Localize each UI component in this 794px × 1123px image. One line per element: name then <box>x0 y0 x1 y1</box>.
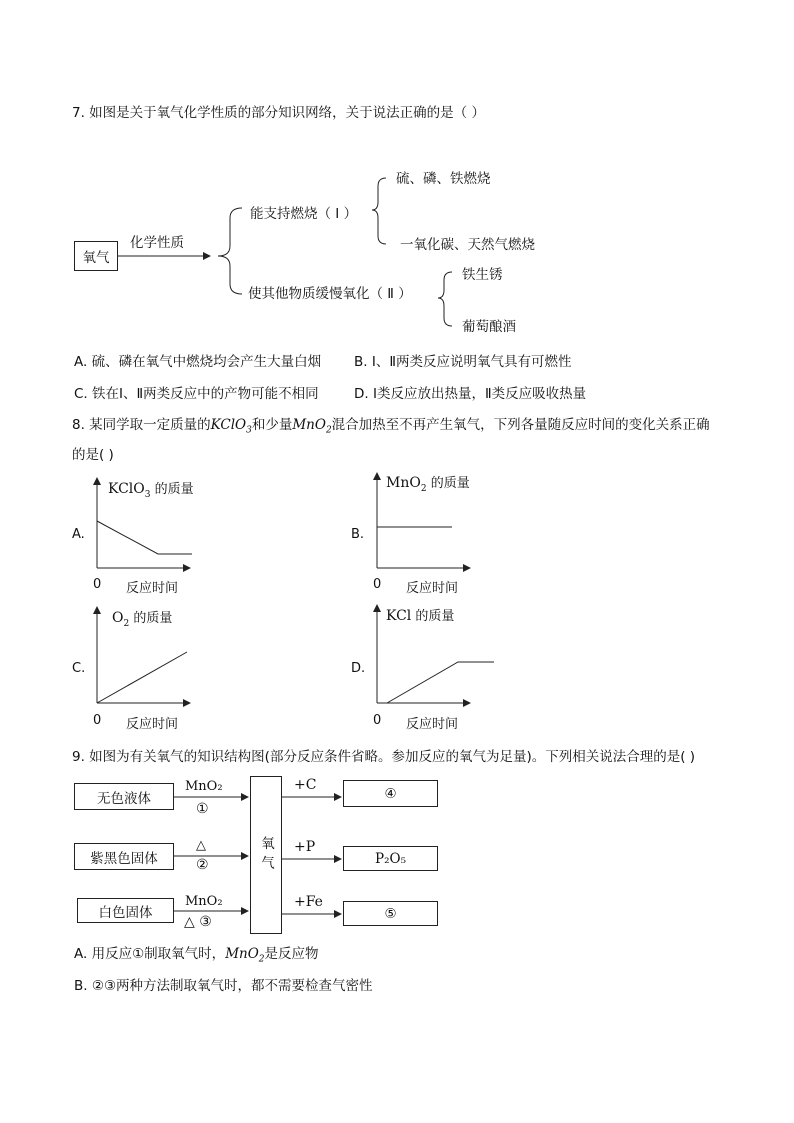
oxygen-label: 氧气 <box>82 250 110 266</box>
box-product-4-label: ④ <box>384 785 397 802</box>
box-product-5-label: ⑤ <box>384 905 397 922</box>
cond1-top: MnO₂ <box>185 779 223 794</box>
q7-option-b[interactable]: B. Ⅰ、Ⅱ两类反应说明氧气具有可燃性 <box>354 354 572 370</box>
right-label-fe: +Fe <box>294 894 323 910</box>
q8-stem-mid: 和少量 <box>251 417 293 433</box>
graph-c-origin: 0 <box>93 713 102 728</box>
graph-c-xlabel: 反应时间 <box>126 717 179 732</box>
right-label-c: +C <box>294 777 317 793</box>
q7-option-a[interactable]: A. 硫、磷在氧气中燃烧均会产生大量白烟 <box>74 354 322 370</box>
q8-stem-pre: 8. 某同学取一定质量的 <box>72 417 211 433</box>
graph-d-letter[interactable]: D. <box>351 661 366 676</box>
branch1-label: 能支持燃烧（ Ⅰ ） <box>250 206 358 222</box>
arrow-label-chemical-property: 化学性质 <box>130 235 184 251</box>
graph-d-ylabel: KCl 的质量 <box>386 608 455 624</box>
right-label-p: +P <box>294 839 316 855</box>
q9-stem: 9. 如图为有关氧气的知识结构图(部分反应条件省略。参加反应的氧气为足量)。下列相关说法合理的是( ) <box>72 749 696 765</box>
cond1-bottom: ① <box>196 801 209 817</box>
graph-c-letter[interactable]: C. <box>72 661 86 676</box>
box-product-p2o5-label: P₂O₅ <box>375 850 406 867</box>
cond2-top: △ <box>196 838 206 853</box>
graph-d-origin: 0 <box>373 713 382 728</box>
branch2-label: 使其他物质缓慢氧化（ Ⅱ ） <box>248 286 412 302</box>
q9-option-b[interactable]: B. ②③两种方法制取氧气时，都不需要检查气密性 <box>74 978 373 994</box>
cond3-bottom: △ ③ <box>184 914 212 930</box>
graph-a-origin: 0 <box>93 577 102 592</box>
graph-c-ylabel: $O_2$ 的质量 <box>112 610 173 629</box>
graph-d-xlabel: 反应时间 <box>406 717 459 732</box>
cond2-bottom: ② <box>196 857 209 873</box>
graph-b-ylabel: MnO$_2$ 的质量 <box>386 475 470 494</box>
graph-a-ylabel: KClO$_3$ 的质量 <box>108 481 194 500</box>
q8-kclo3: KClO$_3$ <box>210 417 252 436</box>
cond3-top: MnO₂ <box>185 894 223 909</box>
q7-option-c[interactable]: C. 铁在Ⅰ、Ⅱ两类反应中的产物可能不相同 <box>74 386 319 402</box>
box-purple-black-solid-label: 紫黑色固体 <box>90 850 158 867</box>
q8-stem-line2: 的是( ) <box>72 447 114 463</box>
q8-stem-post: 混合加热至不再产生氧气，下列各量随反应时间的变化关系正确 <box>331 417 710 433</box>
branch2-item-b: 葡萄酿酒 <box>462 319 516 335</box>
q9-option-a[interactable]: A. 用反应①制取氧气时，MnO$_2$是反应物 <box>74 946 319 965</box>
graph-a-xlabel: 反应时间 <box>126 581 179 596</box>
branch2-item-a: 铁生锈 <box>462 267 503 283</box>
graph-a-letter[interactable]: A. <box>72 527 85 542</box>
branch1-item-b: 一氧化碳、天然气燃烧 <box>400 237 535 253</box>
box-oxygen-center-label: 氧气 <box>258 835 274 875</box>
q7-stem: 7. 如图是关于氧气化学性质的部分知识网络，关于说法正确的是（ ） <box>72 105 485 121</box>
box-white-solid-label: 白色固体 <box>98 904 153 921</box>
q7-option-d[interactable]: D. Ⅰ类反应放出热量，Ⅱ类反应吸收热量 <box>354 386 587 402</box>
box-colorless-liquid-label: 无色液体 <box>97 790 151 807</box>
q8-mno2: MnO$_2$ <box>292 417 332 436</box>
graph-b-origin: 0 <box>373 577 382 592</box>
graph-b-letter[interactable]: B. <box>351 527 365 542</box>
branch1-item-a: 硫、磷、铁燃烧 <box>396 171 491 187</box>
graph-b-xlabel: 反应时间 <box>406 581 459 596</box>
